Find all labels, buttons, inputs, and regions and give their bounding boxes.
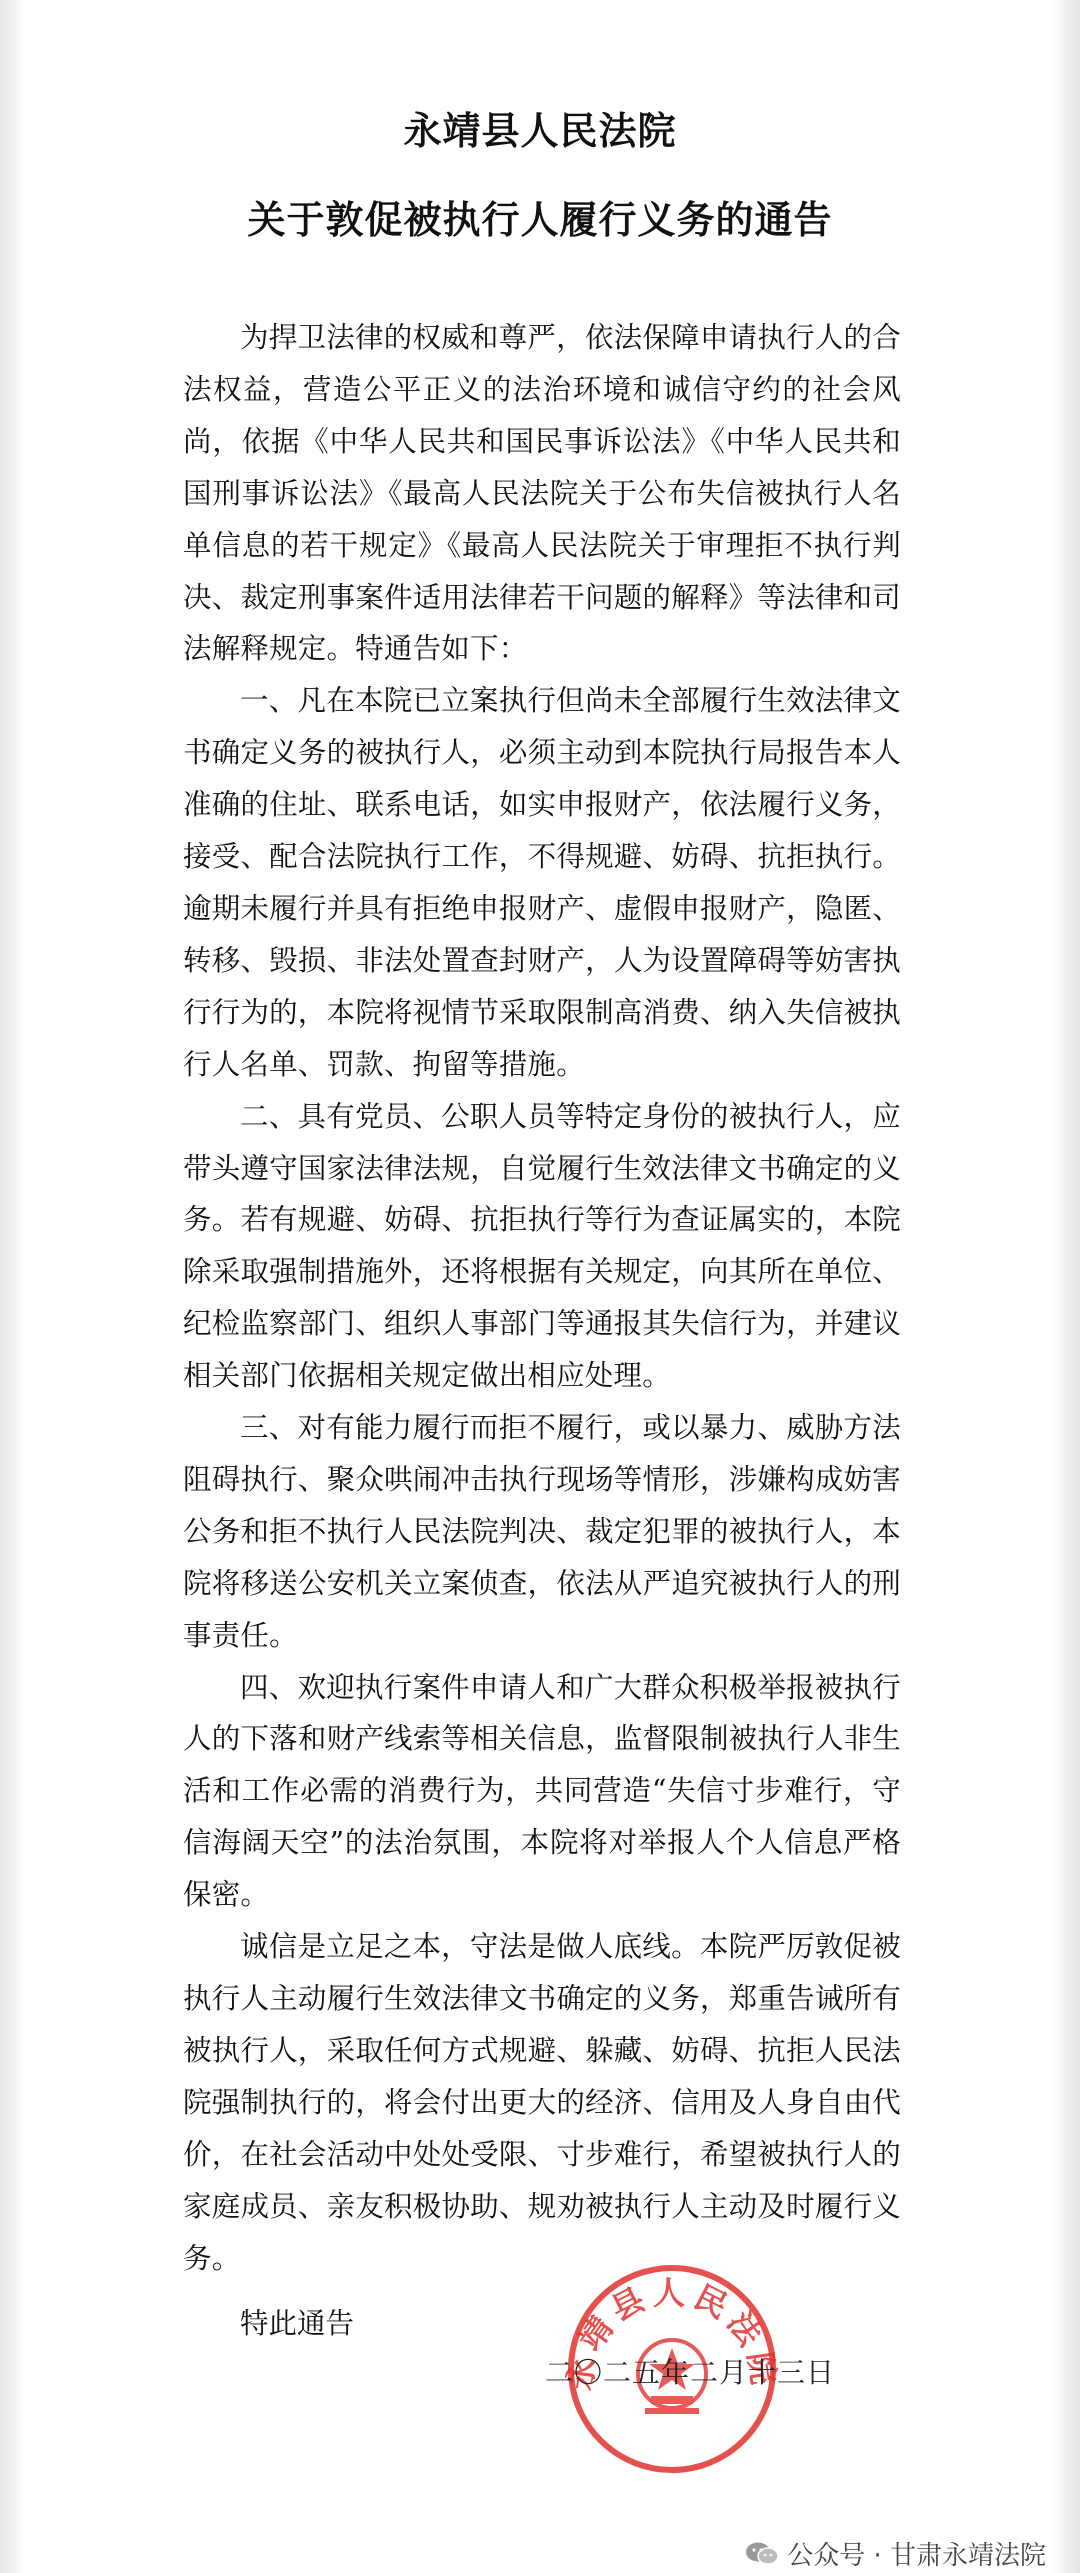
seal-text: 靖县人民法	[571, 2274, 773, 2358]
issuer-title: 永靖县人民法院	[403, 108, 677, 153]
paragraph-item-2: 二、具有党员、公职人员等特定身份的被执行人，应带头遵守国家法律法规，自觉履行生效法律文书确定的义务。若有规避、妨碍、抗拒执行等行为查证属实的，本院除采取强制措施外，还将根据有关规定，向其所在单位、纪检监察部门、组织人事部门等通报其失信行为，并建议相关部门依据相关规定做出相应处理。	[183, 1099, 901, 1393]
page-edge-left	[0, 0, 26, 2573]
closing-line: 特此通告	[240, 2307, 355, 2341]
paragraph-conclusion: 诚信是立足之本，守法是做人底线。本院严厉敦促被执行人主动履行生效法律文书确定的义务，郑重告诫所有被执行人，采取任何方式规避、躲藏、妨碍、抗拒人民法院强制执行的，将会付出更大的经济、信用及人身自由代价，在社会活动中处处受限、寸步难行，希望被执行人的家庭成员、亲友积极协助、规劝被执行人主动及时履行义务。	[183, 1930, 901, 2275]
notice-body	[183, 312, 901, 2350]
watermark-text: 公众号 · 甘肃永靖法院	[787, 2541, 1046, 2571]
source-watermark	[745, 2535, 1046, 2572]
wechat-official-account-icon	[745, 2541, 779, 2567]
paragraph-item-3: 三、对有能力履行而拒不履行，或以暴力、威胁方法阻碍执行、聚众哄闹冲击执行现场等情形，涉嫌构成妨害公务和拒不执行人民法院判决、裁定犯罪的被执行人，本院将移送公安机关立案侦查，依法从严追究被执行人的刑事责任。	[183, 1411, 901, 1652]
page-edge-right	[1052, 0, 1080, 2573]
paragraph-intro: 为捍卫法律的权威和尊严，依法保障申请执行人的合法权益，营造公平正义的法治环境和诚信守约的社会风尚，依据《中华人民共和国民事诉讼法》《中华人民共和国刑事诉讼法》《最高人民法院关于公布失信被执行人名单信息的若干规定》《最高人民法院关于审理拒不执行判决、裁定刑事案件适用法律若干问题的解释》等法律和司法解释规定。特通告如下：	[183, 321, 901, 666]
notice-title: 关于敦促被执行人履行义务的通告	[247, 197, 833, 242]
notice-date: 二〇二五年二月十三日	[545, 2356, 836, 2389]
paragraph-item-4: 四、欢迎执行案件申请人和广大群众积极举报被执行人的下落和财产线索等相关信息，监督限制被执行人非生活和工作必需的消费行为，共同营造“失信寸步难行，守信海阔天空”的法治氛围，本院将对举报人个人信息严格保密。	[183, 1670, 901, 1912]
paragraph-item-1: 一、凡在本院已立案执行但尚未全部履行生效法律文书确定义务的被执行人，必须主动到本院执行局报告本人准确的住址、联系电话，如实申报财产，依法履行义务，接受、配合法院执行工作，不得规避、妨碍、抗拒执行。逾期未履行并具有拒绝申报财产、虚假申报财产，隐匿、转移、毁损、非法处置查封财产，人为设置障碍等妨害执行行为的，本院将视情节采取限制高消费、纳入失信被执行人名单、罚款、拘留等措施。	[183, 684, 901, 1081]
